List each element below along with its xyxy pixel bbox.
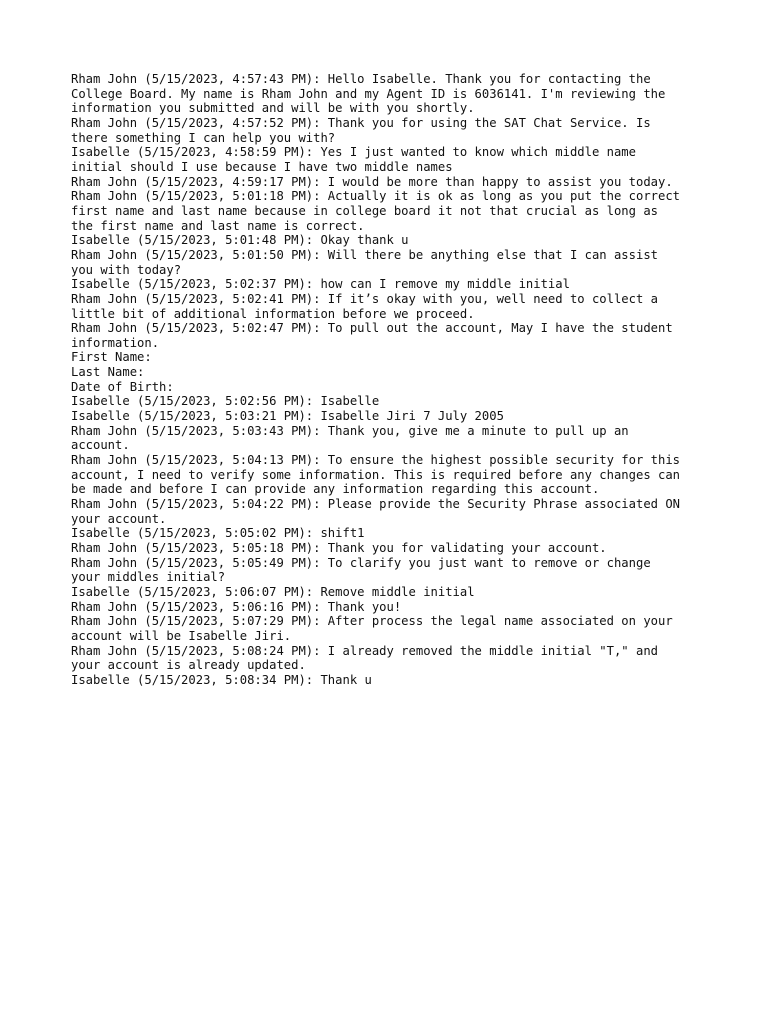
transcript-line: Isabelle (5/15/2023, 5:02:56 PM): Isabelle: [71, 394, 380, 409]
transcript-line: your account is already updated.: [71, 658, 306, 673]
transcript-line: Isabelle (5/15/2023, 5:01:48 PM): Okay thank u: [71, 233, 409, 248]
transcript-line: Rham John (5/15/2023, 5:06:16 PM): Thank you!: [71, 599, 402, 614]
transcript-line: Date of Birth:: [71, 379, 174, 394]
transcript-line: Rham John (5/15/2023, 5:02:41 PM): If it’s okay with you, well need to collect a: [71, 291, 658, 306]
transcript-line: Rham John (5/15/2023, 5:04:22 PM): Please provide the Security Phrase associated ON: [71, 497, 681, 512]
chat-transcript: [71, 72, 711, 688]
transcript-line: Rham John (5/15/2023, 5:05:18 PM): Thank you for validating your account.: [71, 541, 607, 555]
transcript-line: Rham John (5/15/2023, 5:01:50 PM): Will there be anything else that I can assist: [71, 247, 658, 262]
transcript-line: your middles initial?: [71, 570, 226, 585]
transcript-line: Isabelle (5/15/2023, 5:05:02 PM): shift1: [71, 526, 365, 541]
transcript-line: initial should I use because I have two middle names: [71, 159, 453, 174]
transcript-line: there something I can help you with?: [71, 130, 336, 145]
transcript-line: Last Name:: [71, 365, 145, 380]
transcript-line: account will be Isabelle Jiri.: [71, 628, 292, 643]
transcript-line: First Name:: [71, 350, 152, 365]
transcript-line: Rham John (5/15/2023, 5:03:43 PM): Thank you, give me a minute to pull up an: [71, 423, 629, 438]
transcript-line: Isabelle (5/15/2023, 5:06:07 PM): Remove middle initial: [71, 584, 475, 599]
transcript-line: your account.: [71, 511, 167, 526]
transcript-line: information you submitted and will be with you shortly.: [71, 101, 475, 116]
transcript-line: be made and before I can provide any information regarding this account.: [71, 482, 600, 497]
transcript-line: Isabelle (5/15/2023, 5:08:34 PM): Thank u: [71, 672, 372, 687]
transcript-line: you with today?: [71, 262, 182, 277]
transcript-line: Rham John (5/15/2023, 5:07:29 PM): After process the legal name associated on your: [71, 614, 673, 629]
transcript-line: information.: [71, 335, 160, 350]
transcript-line: Rham John (5/15/2023, 5:05:49 PM): To clarify you just want to remove or change: [71, 555, 651, 570]
transcript-line: Rham John (5/15/2023, 5:02:47 PM): To pull out the account, May I have the student: [71, 321, 673, 336]
transcript-line: Isabelle (5/15/2023, 5:03:21 PM): Isabelle Jiri 7 July 2005: [71, 409, 504, 424]
transcript-line: first name and last name because in college board it not that crucial as long as: [71, 203, 658, 218]
transcript-line: little bit of additional information before we proceed.: [71, 306, 475, 321]
transcript-line: Rham John (5/15/2023, 4:57:43 PM): Hello Isabelle. Thank you for contacting the: [71, 72, 651, 86]
transcript-line: Rham John (5/15/2023, 5:04:13 PM): To ensure the highest possible security for this: [71, 453, 681, 468]
transcript-line: Rham John (5/15/2023, 4:59:17 PM): I would be more than happy to assist you today.: [71, 174, 673, 189]
transcript-line: Rham John (5/15/2023, 5:08:24 PM): I already removed the middle initial "T," and: [71, 643, 658, 658]
transcript-line: account.: [71, 438, 130, 453]
transcript-line: College Board. My name is Rham John and my Agent ID is 6036141. I'm reviewing the: [71, 86, 666, 101]
transcript-line: Rham John (5/15/2023, 4:57:52 PM): Thank you for using the SAT Chat Service. Is: [71, 115, 651, 130]
transcript-line: account, I need to verify some information. This is required before any changes can: [71, 467, 681, 482]
transcript-line: the first name and last name is correct.: [71, 218, 365, 233]
transcript-line: Rham John (5/15/2023, 5:01:18 PM): Actually it is ok as long as you put the correct: [71, 189, 681, 204]
transcript-line: Isabelle (5/15/2023, 4:58:59 PM): Yes I just wanted to know which middle name: [71, 145, 636, 160]
transcript-line: Isabelle (5/15/2023, 5:02:37 PM): how can I remove my middle initial: [71, 277, 570, 292]
